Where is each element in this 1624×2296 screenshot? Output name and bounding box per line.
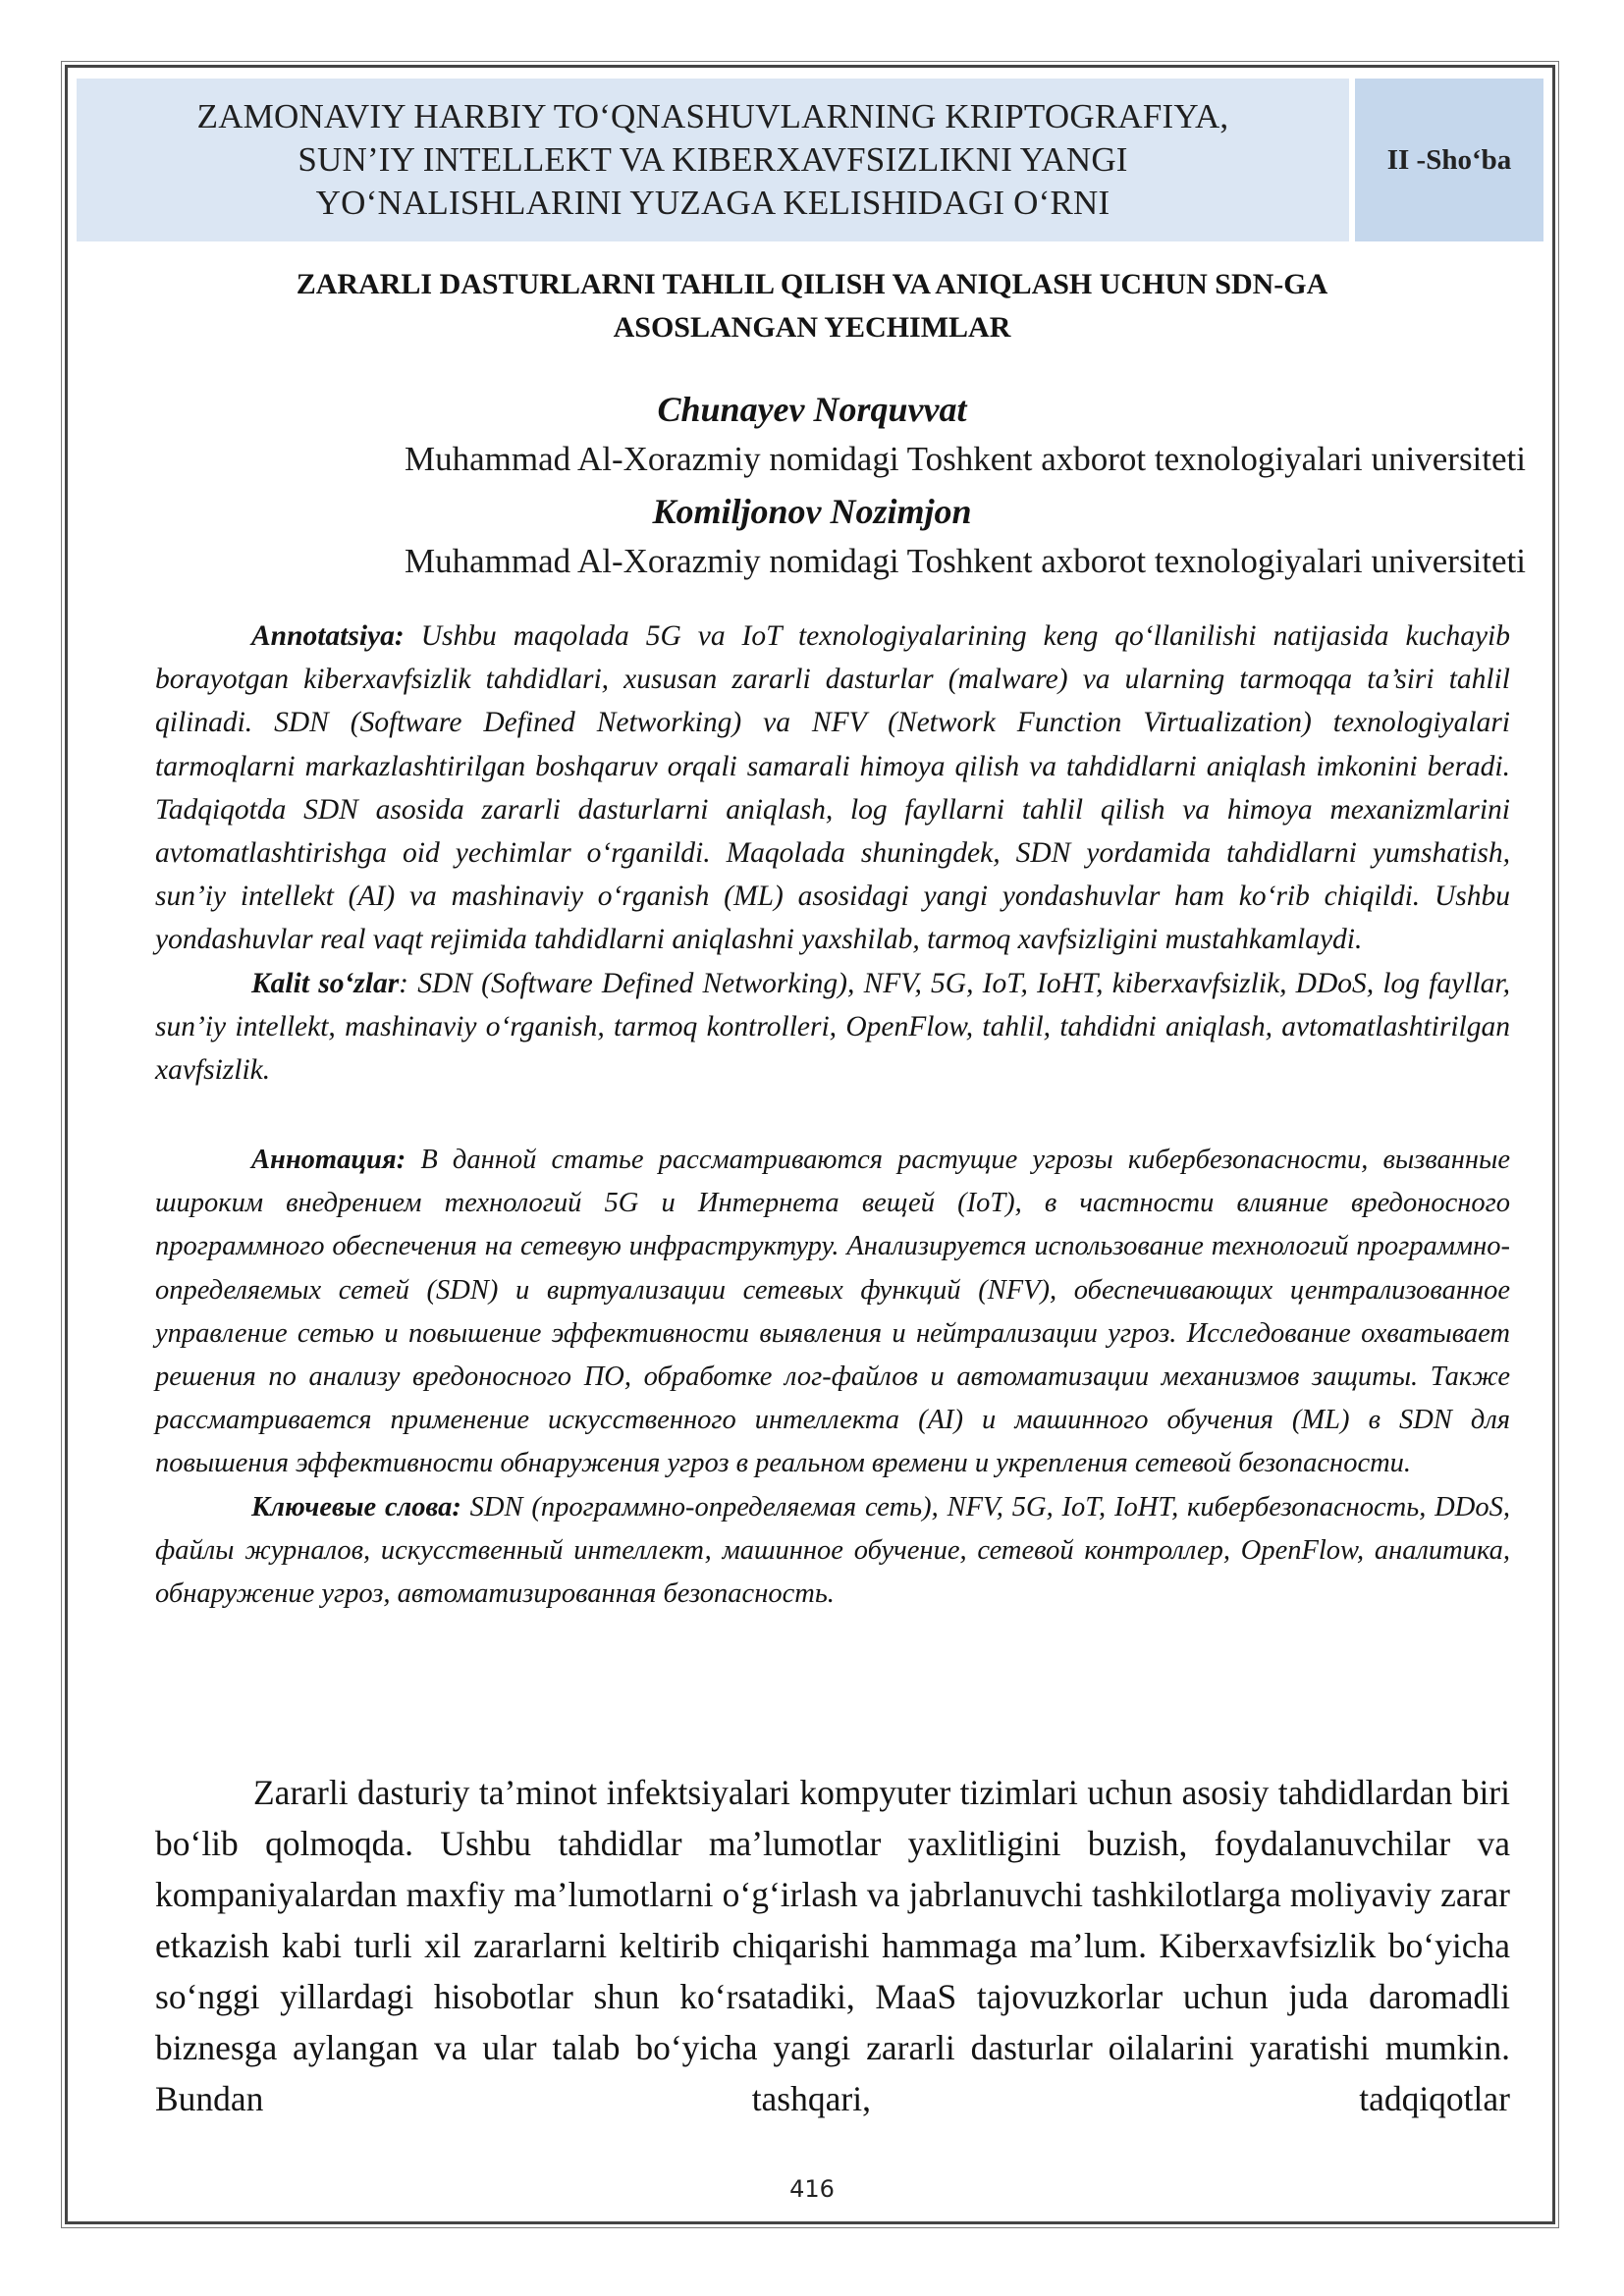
- body-text: [155, 1767, 1510, 2124]
- author-affiliation-2: Muhammad Al-Xorazmiy nomidagi Toshkent axborot texnologiyalari universiteti: [405, 542, 1526, 580]
- conference-title-line-2: SUN’IY INTELLEKT VA KIBERXAVFSIZLIKNI YANGI: [298, 140, 1128, 179]
- keywords-label: Kalit so‘zlar: [251, 967, 400, 999]
- abstract-paragraph-ru: [155, 1139, 1510, 1486]
- body-paragraph: Zararli dasturiy ta’minot infektsiyalari kompyuter tizimlari uchun asosiy tahdidlardan biri bo‘lib qolmoqda. Ushbu tahdidlar ma’lumotlar yaxlitligini buzish, foydalanuvchilar va kompaniyalardan maxfiy ma’lumotlarni o‘g‘irlash va jabrlanuvchi tashkilotlarga moliyaviy zarar etkazish kabi turli xil zararlarni keltirib chiqarishi hammaga ma’lum. Kiberxavfsizlik bo‘yicha so‘nggi yillardagi hisobotlar shun ko‘rsatadiki, MaaS tajovuzkorlar uchun juda daromadli biznesga aylangan va ular talab bo‘yicha yangi zararli dasturlar oilalarini yaratishi mumkin. Bundan tashqari, tadqiqotlar: [155, 1773, 1510, 2118]
- running-header: [77, 79, 1543, 241]
- abstract-uzbek: [155, 614, 1510, 1092]
- keywords-text-ru: SDN (программно-определяемая сеть), NFV, 5G, IoT, IoHT, кибербезопасность, DDoS, файлы журналов, искусственный интеллект, машинное обучение, сетевой контроллер, OpenFlow, аналитика, обнаружение угроз, автоматизированная безопасность.: [155, 1491, 1510, 1610]
- section-label: II -Sho‘ba: [1355, 79, 1543, 241]
- author-affiliation-1: Muhammad Al-Xorazmiy nomidagi Toshkent axborot texnologiyalari universiteti: [405, 440, 1526, 478]
- conference-title: [77, 79, 1349, 241]
- abstract-russian: [155, 1139, 1510, 1616]
- keywords-paragraph-ru: [155, 1486, 1510, 1617]
- page-number: 416: [789, 2175, 835, 2203]
- abstract-label: Annotatsiya:: [251, 620, 405, 652]
- conference-title-line-3: YO‘NALISHLARINI YUZAGA KELISHIDAGI O‘RNI: [315, 184, 1110, 222]
- author-name-2: Komiljonov Nozimjon: [652, 492, 972, 531]
- article-title-line-2: ASOSLANGAN YECHIMLAR: [613, 311, 1011, 344]
- conference-title-line-1: ZAMONAVIY HARBIY TO‘QNASHUVLARNING KRIPTOGRAFIYA,: [196, 97, 1229, 135]
- abstract-text-ru: В данной статье рассматриваются растущие угрозы кибербезопасности, вызванные широким внедрением технологий 5G и Интернета вещей (IoT), в частности влияние вредоносного программного обеспечения на сетевую инфраструктуру. Анализируется использование технологий программно-определяемых сетей (SDN) и виртуализации сетевых функций (NFV), обеспечивающих централизованное управление сетью и повышение эффективности выявления и нейтрализации угроз. Исследование охватывает решения по анализу вредоносного ПО, обработке лог-файлов и автоматизации механизмов защиты. Также рассматривается применение искусственного интеллекта (AI) и машинного обучения (ML) в SDN для повышения эффективности обнаружения угроз в реальном времени и укрепления сетевой безопасности.: [155, 1145, 1510, 1479]
- keywords-text: : SDN (Software Defined Networking), NFV, 5G, IoT, IoHT, kiberxavfsizlik, DDoS, log fayllar, sun’iy intellekt, mashinaviy o‘rganish, tarmoq kontrolleri, OpenFlow, tahlil, tahdidni aniqlash, avtomatlashtirilgan xavfsizlik.: [155, 967, 1510, 1087]
- article-title: [157, 263, 1467, 349]
- abstract-label-ru: Аннотация:: [251, 1145, 406, 1175]
- keywords-paragraph: [155, 962, 1510, 1093]
- article-title-line-1: ZARARLI DASTURLARNI TAHLIL QILISH VA ANIQLASH UCHUN SDN-GA: [296, 268, 1328, 300]
- keywords-label-ru: Ключевые слова:: [251, 1491, 461, 1522]
- author-name-1: Chunayev Norquvvat: [657, 390, 967, 429]
- abstract-text: Ushbu maqolada 5G va IoT texnologiyalarining keng qo‘llanilishi natijasida kuchayib borayotgan kiberxavfsizlik tahdidlari, xususan zararli dasturlar (malware) va ularning tarmoqqa ta’siri tahlil qilinadi. SDN (Software Defined Networking) va NFV (Network Function Virtualization) texnologiyalari tarmoqlarni markazlashtirilgan boshqaruv orqali samarali himoya qilish va tahdidlarni aniqlash imkonini beradi. Tadqiqotda SDN asosida zararli dasturlarni aniqlash, log fayllarni tahlil qilish va himoya mexanizmlarini avtomatlashtirishga oid yechimlar o‘rganildi. Maqolada shuningdek, SDN yordamida tahdidlarni yumshatish, sun’iy intellekt (AI) va mashinaviy o‘rganish (ML) asosidagi yangi yondashuvlar ham ko‘rib chiqildi. Ushbu yondashuvlar real vaqt rejimida tahdidlarni aniqlashni yaxshilab, tarmoq xavfsizligini mustahkamlaydi.: [155, 620, 1510, 956]
- abstract-paragraph: [155, 614, 1510, 962]
